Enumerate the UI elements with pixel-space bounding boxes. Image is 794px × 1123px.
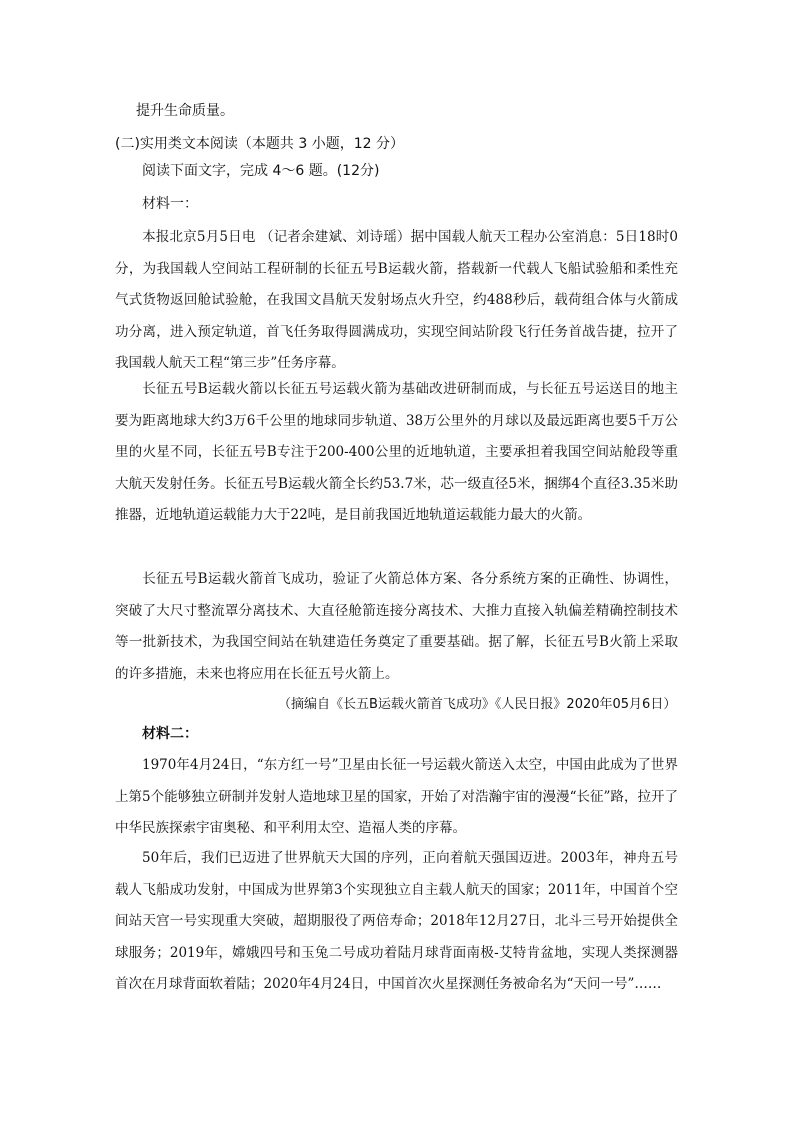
- material2-paragraph-2: 50年后，我们已迈进了世界航天大国的序列，正向着航天强国迈进。2003年，神舟五号载人飞船成功发射，中国成为世界第3个实现独立自主载人航天的国家；2011年，中国首个空间站天宫一号实现重大突破，超期服役了两倍寿命；2018年12月27日，北斗三号开始提供全球服务；2019年，嫦娥四号和玉兔二号成功着陆月球背面南极-艾特肯盆地，实现人类探测器首次在月球背面软着陆；2020年4月24日，中国首次火星探测任务被命名为“天问一号”……: [115, 850, 678, 992]
- material2-paragraph-1: 1970年4月24日，“东方红一号”卫星由长征一号运载火箭送入太空，中国由此成为了世界上第5个能够独立研制并发射人造地球卫星的国家，开始了对浩瀚宇宙的漫漫“长征”路，拉开了中华民族探索宇宙奥秘、和平利用太空、造福人类的序幕。: [115, 757, 678, 836]
- material1-paragraph-2: 长征五号B运载火箭以长征五号运载火箭为基础改进研制而成，与长征五号运送目的地主要为距离地球大约3万6千公里的地球同步轨道、38万公里外的月球以及最远距离也要5千万公里的火星不同，长征五号B专注于200-400公里的近地轨道，主要承担着我国空间站舱段等重大航天发射任务。长征五号B运载火箭全长约53.7米，芯一级直径5米，捆绑4个直径3.35米助推器，近地轨道运载能力大于22吨，是目前我国近地轨道运载能力最大的火箭。: [115, 381, 678, 523]
- material2-label: 材料二：: [142, 726, 198, 742]
- material1-source: （摘编自《长五B运载火箭首飞成功》《人民日报》2020年05月6日）: [278, 697, 677, 712]
- material1-label: 材料一：: [142, 196, 198, 212]
- instruction-text: 阅读下面文字，完成 4～6 题。(12分): [142, 163, 380, 179]
- material1-paragraph-3: 长征五号B运载火箭首飞成功，验证了火箭总体方案、各分系统方案的正确性、协调性，突破了大尺寸整流罩分离技术、大直径舱箭连接分离技术、大推力直接入轨偏差精确控制技术等一批新技术，为我国空间站在轨建造任务奠定了重要基础。据了解，长征五号B火箭上采取的许多措施，未来也将应用在长征五号火箭上。: [115, 571, 678, 682]
- intro-tail-text: 提升生命质量。: [136, 103, 234, 119]
- material1-paragraph-1: 本报北京5月5日电 （记者余建斌、刘诗瑶）据中国载人航天工程办公室消息：5日18时0分，为我国载人空间站工程研制的长征五号B运载火箭，搭载新一代载人飞船试验船和柔性充气式货物返回舱试验舱，在我国文昌航天发射场点火升空，约488秒后，载荷组合体与火箭成功分离，进入预定轨道，首飞任务取得圆满成功，实现空间站阶段飞行任务首战告捷，拉开了我国载人航天工程“第三步”任务序幕。: [115, 229, 678, 371]
- section-heading: (二)实用类文本阅读（本题共 3 小题，12 分）: [115, 136, 404, 152]
